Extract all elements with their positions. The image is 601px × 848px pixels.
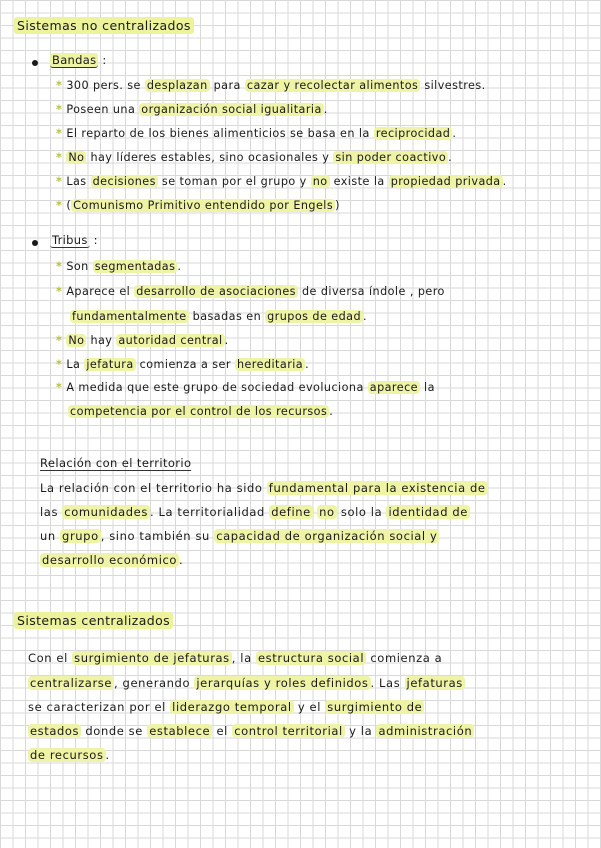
tribus-item-line [56, 381, 435, 394]
highlighted-text: jefaturas [406, 676, 463, 690]
highlighted-text: surgimiento de [327, 700, 423, 714]
highlighted-text: sin poder coactivo [335, 151, 447, 164]
line-text: . [305, 358, 310, 371]
highlighted-text: reciprocidad [375, 127, 451, 140]
line-text: ) [335, 199, 340, 212]
tribus-item-line [56, 260, 181, 273]
highlighted-text: Comunismo Primitivo entendido por Engels [73, 199, 334, 212]
line-text: . [177, 260, 182, 273]
highlighted-text: identidad de [388, 505, 468, 519]
highlighted-text: fundamental para la existencia de [268, 481, 486, 495]
relacion-line [40, 481, 488, 495]
line-text: El reparto de los bienes alimenticios se basa en la [66, 127, 374, 140]
tribus-item-line [56, 358, 309, 371]
highlighted-text: define [271, 505, 311, 519]
star-bullet-icon: * [56, 199, 63, 212]
tribus-item-line [56, 334, 229, 347]
line-text: comienza a [366, 651, 443, 665]
line-text: donde se [81, 724, 148, 738]
highlighted-text: no [319, 505, 335, 519]
highlighted-text: de recursos [30, 748, 104, 762]
highlighted-text: desplazan [146, 79, 208, 92]
line-text: , generando [114, 676, 195, 690]
centralizados-line [28, 724, 474, 738]
highlighted-text: establece [149, 724, 211, 738]
highlighted-text: comunidades [64, 505, 148, 519]
line-text: y el [293, 700, 326, 714]
highlighted-text: desarrollo económico [42, 553, 178, 567]
highlighted-text: no [312, 175, 328, 188]
tribus-item-line [68, 405, 333, 418]
bandas-item-line [56, 127, 456, 140]
centralizados-line [28, 676, 465, 690]
highlighted-text: surgimiento de jefaturas [74, 651, 230, 665]
highlighted-text: decisiones [92, 175, 156, 188]
line-text: Son [66, 260, 93, 273]
star-bullet-icon: * [56, 334, 63, 347]
line-text: silvestres. [420, 79, 486, 92]
line-text: se toman por el grupo y [157, 175, 311, 188]
star-bullet-icon: * [56, 285, 63, 298]
line-text: . [179, 553, 184, 567]
highlighted-text: aparece [369, 381, 418, 394]
highlighted-text: estados [30, 724, 80, 738]
relacion-line [40, 529, 439, 543]
line-text: . [448, 151, 453, 164]
star-bullet-icon: * [56, 175, 63, 188]
line-text: se caracterizan por el [28, 700, 171, 714]
highlighted-text: propiedad privada [390, 175, 501, 188]
line-text: y la [344, 724, 377, 738]
bullet-tribus-icon [32, 240, 38, 246]
highlighted-text: administración [378, 724, 473, 738]
line-text: de diversa índole , pero [297, 285, 445, 298]
star-bullet-icon: * [56, 358, 63, 371]
line-text: comienza a ser [135, 358, 235, 371]
line-text: hay [86, 334, 117, 347]
bandas-item-line [56, 199, 340, 212]
highlighted-text: estructura social [257, 651, 365, 665]
line-text: basadas en [188, 310, 266, 323]
line-text: . [224, 334, 229, 347]
line-text: para [209, 79, 245, 92]
highlighted-text: capacidad de organización social y [216, 529, 438, 543]
highlighted-text: No [68, 334, 85, 347]
line-text: Con el [28, 651, 73, 665]
line-text: , sino también su [100, 529, 215, 543]
highlighted-text: liderazgo temporal [172, 700, 292, 714]
bandas-item-line [56, 151, 452, 164]
highlighted-text: autoridad central [118, 334, 223, 347]
line-text: . [105, 748, 110, 762]
relacion-line [40, 505, 470, 519]
line-text: un [40, 529, 61, 543]
line-text: . [452, 127, 457, 140]
bullet-bandas-icon [32, 60, 38, 66]
highlighted-text: centralizarse [30, 676, 113, 690]
line-text: el [212, 724, 233, 738]
bandas-item-line [56, 175, 507, 188]
highlighted-text: jefatura [86, 358, 134, 371]
star-bullet-icon: * [56, 260, 63, 273]
line-text: . Las [370, 676, 405, 690]
line-text: Las [66, 175, 91, 188]
tribus-label: Tribus : [52, 233, 98, 247]
centralizados-line [28, 748, 110, 762]
highlighted-text: fundamentalmente [72, 310, 187, 323]
line-text: . [502, 175, 507, 188]
highlighted-text: cazar y recolectar alimentos [246, 79, 419, 92]
highlighted-text: desarrollo de asociaciones [136, 285, 296, 298]
line-text: . La territorialidad [149, 505, 270, 519]
line-text: . [323, 103, 328, 116]
line-text: La [66, 358, 85, 371]
line-text: hay líderes estables, sino ocasionales y [86, 151, 334, 164]
star-bullet-icon: * [56, 79, 63, 92]
line-text: las [40, 505, 63, 519]
highlighted-text: No [68, 151, 85, 164]
line-text: A medida que este grupo de sociedad evoluciona [66, 381, 368, 394]
line-text: solo la [336, 505, 387, 519]
section-title-centralizados: Sistemas centralizados [14, 612, 173, 629]
highlighted-text: hereditaria [236, 358, 304, 371]
centralizados-line [28, 700, 424, 714]
line-text: la [420, 381, 435, 394]
highlighted-text: competencia por el control de los recursos [70, 405, 328, 418]
highlighted-text: organización social igualitaria [141, 103, 322, 116]
bandas-label: Bandas : [52, 53, 107, 67]
relacion-line [40, 553, 183, 567]
star-bullet-icon: * [56, 151, 63, 164]
highlighted-text: grupo [62, 529, 99, 543]
highlighted-text: control territorial [234, 724, 343, 738]
line-text: existe la [329, 175, 389, 188]
highlighted-text: grupos de edad [267, 310, 362, 323]
star-bullet-icon: * [56, 103, 63, 116]
tribus-item-line [56, 285, 445, 298]
tribus-item-line [70, 310, 367, 323]
line-text: . [329, 405, 334, 418]
star-bullet-icon: * [56, 127, 63, 140]
line-text: , la [231, 651, 256, 665]
highlighted-text: jerarquías y roles definidos [196, 676, 369, 690]
line-text: Aparece el [66, 285, 135, 298]
star-bullet-icon: * [56, 381, 63, 394]
line-text: 300 pers. se [66, 79, 145, 92]
bandas-item-line [56, 103, 328, 116]
relacion-title: Relación con el territorio [40, 456, 192, 470]
bandas-item-line [56, 79, 486, 92]
line-text: Poseen una [66, 103, 140, 116]
section-title-no-centralizados: Sistemas no centralizados [14, 17, 194, 34]
highlighted-text: segmentadas [94, 260, 176, 273]
line-text: . [363, 310, 368, 323]
line-text: ( [66, 199, 72, 212]
line-text: La relación con el territorio ha sido [40, 481, 267, 495]
centralizados-line [28, 651, 442, 665]
